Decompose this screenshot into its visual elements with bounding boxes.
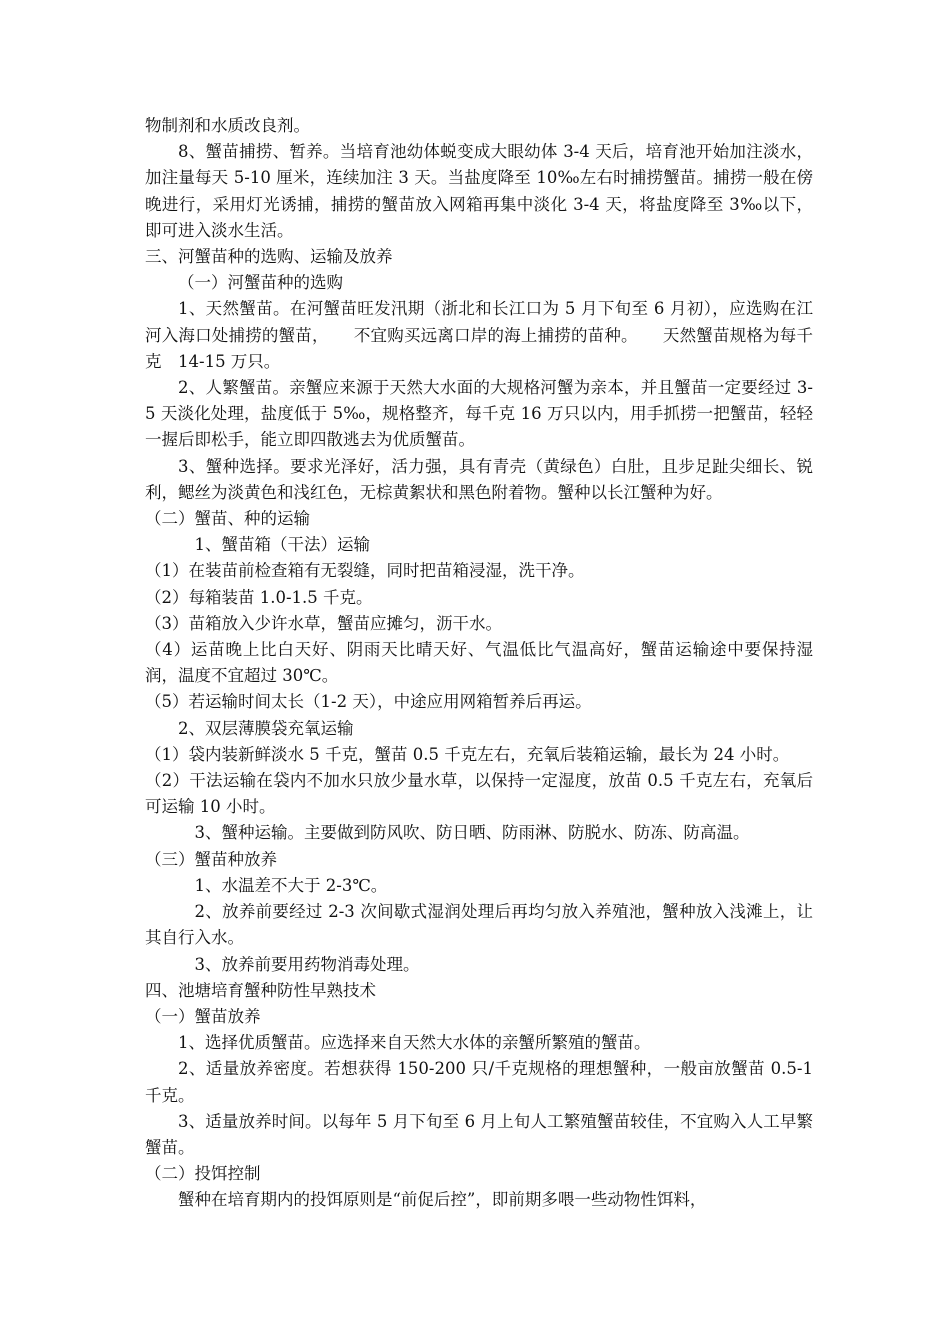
list-item: 2、适量放养密度。若想获得 150-200 只/千克规格的理想蟹种，一般亩放蟹苗 0.5-1 千克。 [145, 1059, 813, 1105]
list-item: 3、适量放养时间。以每年 5 月下旬至 6 月上旬人工繁殖蟹苗较佳，不宜购入人工早繁蟹苗。 [145, 1111, 813, 1157]
section-heading: 四、池塘培育蟹种防性早熟技术 [145, 980, 376, 1000]
item-heading: 2、双层薄膜袋充氧运输 [178, 718, 354, 738]
paragraph: 3、蟹种选择。要求光泽好，活力强，具有青壳（黄绿色）白肚，且步足趾尖细长、锐利，鳃丝为淡黄色和浅红色，无棕黄絮状和黑色附着物。蟹种以长江蟹种为好。 [145, 456, 813, 502]
list-item: （2）每箱装苗 1.0-1.5 千克。 [145, 587, 373, 607]
subsection-heading: （二）蟹苗、种的运输 [145, 509, 310, 529]
list-item: 1、水温差不大于 2-3℃。 [194, 875, 388, 895]
item-heading: 1、蟹苗箱（干法）运输 [194, 535, 370, 555]
list-item: （4）运苗晚上比白天好、阴雨天比晴天好、气温低比气温高好，蟹苗运输途中要保持湿润，温度不宜超过 30℃。 [145, 640, 813, 686]
subsection-heading: （三）蟹苗种放养 [145, 849, 277, 869]
paragraph: 8、蟹苗捕捞、暂养。当培育池幼体蜕变成大眼幼体 3-4 天后，培育池开始加注淡水，加注量每天 5-10 厘米，连续加注 3 天。当盐度降至 10‰左右时捕捞蟹苗。捕捞一般在傍晚进行，采用灯光诱捕，捕捞的蟹苗放入网箱再集中淡化 3-4 天，将盐度降至 3‰以下，即可进入淡水生活。 [145, 142, 813, 240]
paragraph: 蟹种在培育期内的投饵原则是“前促后控”，即前期多喂一些动物性饵料， [178, 1190, 707, 1210]
subsection-heading: （一）蟹苗放养 [145, 1006, 261, 1026]
list-item: 2、放养前要经过 2-3 次间歇式湿润处理后再均匀放入养殖池，蟹种放入浅滩上，让其自行入水。 [145, 902, 813, 948]
list-item: （5）若运输时间太长（1-2 天），中途应用网箱暂养后再运。 [145, 692, 592, 712]
list-item: （3）苗箱放入少许水草，蟹苗应摊匀，沥干水。 [145, 613, 502, 633]
list-item: 1、选择优质蟹苗。应选择来自天然大水体的亲蟹所繁殖的蟹苗。 [178, 1033, 651, 1053]
paragraph: 物制剂和水质改良剂。 [145, 116, 310, 135]
list-item: （1）袋内装新鲜淡水 5 千克，蟹苗 0.5 千克左右，充氧后装箱运输，最长为 24 小时。 [145, 744, 790, 764]
paragraph: 1、天然蟹苗。在河蟹苗旺发汛期（浙北和长江口为 5 月下旬至 6 月初），应选购在江河入海口处捕捞的蟹苗， 不宜购买远离口岸的海上捕捞的苗种。 天然蟹苗规格为每千克 14-15 万只。 [145, 299, 813, 371]
paragraph: 2、人繁蟹苗。亲蟹应来源于天然大水面的大规格河蟹为亲本，并且蟹苗一定要经过 3-5 天淡化处理，盐度低于 5‰，规格整齐，每千克 16 万只以内，用手抓捞一把蟹苗，轻轻一握后即松手，能立即四散逃去为优质蟹苗。 [145, 378, 813, 450]
document-body [145, 113, 813, 1214]
section-heading: 三、河蟹苗种的选购、运输及放养 [145, 247, 393, 267]
subsection-heading: （一）河蟹苗种的选购 [178, 273, 343, 293]
paragraph: 3、蟹种运输。主要做到防风吹、防日晒、防雨淋、防脱水、防冻、防高温。 [194, 823, 750, 843]
list-item: （2）干法运输在袋内不加水只放少量水草，以保持一定湿度，放苗 0.5 千克左右，充氧后可运输 10 小时。 [145, 771, 813, 817]
subsection-heading: （二）投饵控制 [145, 1164, 261, 1184]
list-item: （1）在装苗前检查箱有无裂缝，同时把苗箱浸湿，洗干净。 [145, 561, 585, 581]
list-item: 3、放养前要用药物消毒处理。 [194, 954, 420, 974]
